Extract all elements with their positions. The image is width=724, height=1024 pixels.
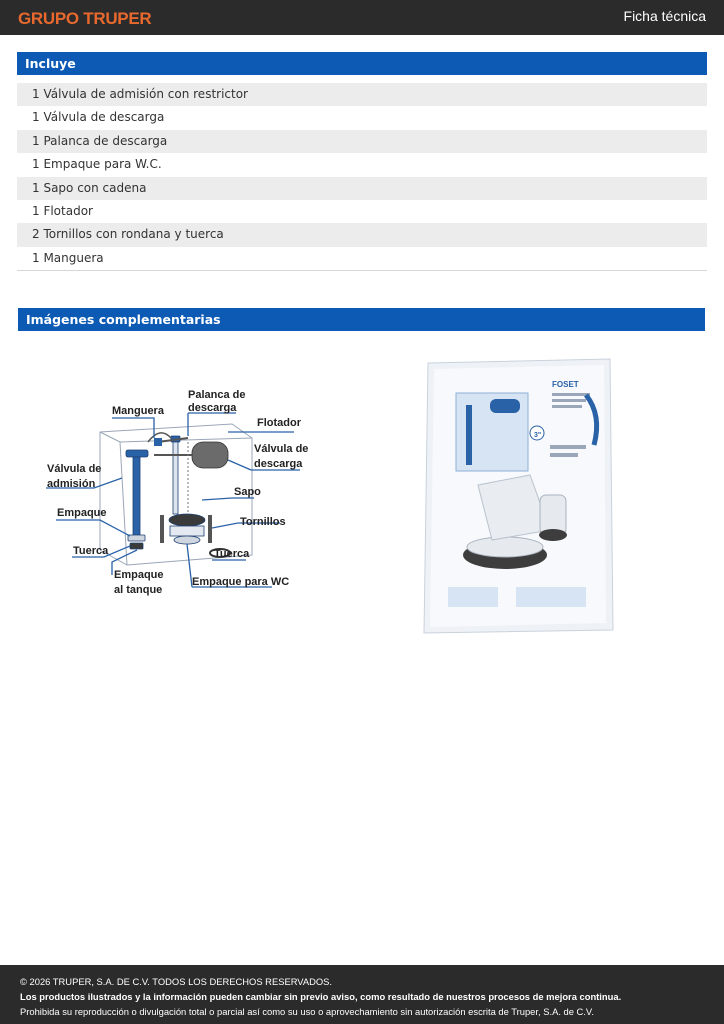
label-valvula-admision: Válvula de <box>47 463 102 475</box>
label-empaque-tanque: Empaque <box>114 569 164 581</box>
list-item: 2 Tornillos con rondana y tuerca <box>17 223 707 246</box>
label-valvula-admision-2: admisión <box>47 478 96 490</box>
label-palanca-2: descarga <box>188 402 237 414</box>
list-item: 1 Válvula de descarga <box>17 106 707 129</box>
incluye-header: Incluye <box>17 52 707 75</box>
footer <box>0 965 724 1024</box>
incluye-list <box>17 83 707 271</box>
footer-notice: Los productos ilustrados y la información pueden cambiar sin previo aviso, como resultado de nuestros procesos de mejora continua. <box>20 991 622 1002</box>
top-bar <box>0 0 724 35</box>
list-item: 1 Manguera <box>17 247 707 270</box>
label-empaque-tanque-2: al tanque <box>114 584 163 596</box>
label-manguera: Manguera <box>112 405 164 417</box>
footer-prohibition: Prohibida su reproducción o divulgación total o parcial así como su uso o aprovechamiento sin autorización escrita de Truper, S.A. de C.V. <box>20 1006 594 1017</box>
list-item: 1 Sapo con cadena <box>17 177 707 200</box>
imagenes-header: Imágenes complementarias <box>18 308 705 331</box>
label-valvula-descarga-2: descarga <box>254 458 303 470</box>
package-brand: FOSET <box>552 380 579 389</box>
label-flotador: Flotador <box>257 417 301 429</box>
list-item: 1 Palanca de descarga <box>17 130 707 153</box>
label-empaque: Empaque <box>57 507 107 519</box>
package-size: 3" <box>534 432 542 439</box>
label-palanca: Palanca de <box>188 389 246 401</box>
label-sapo: Sapo <box>234 486 261 498</box>
label-tornillos: Tornillos <box>240 516 286 528</box>
list-item: 1 Válvula de admisión con restrictor <box>17 83 707 106</box>
label-tuerca-left: Tuerca <box>73 545 109 557</box>
list-item: 1 Flotador <box>17 200 707 223</box>
list-item: 1 Empaque para W.C. <box>17 153 707 176</box>
label-tuerca-right: Tuerca <box>214 548 250 560</box>
product-package-image <box>420 355 615 635</box>
label-valvula-descarga: Válvula de <box>254 443 309 455</box>
brand-logo: GRUPO TRUPER <box>18 9 152 28</box>
label-empaque-wc: Empaque para WC <box>192 576 290 588</box>
document-type: Ficha técnica <box>623 8 706 24</box>
footer-copyright: © 2026 TRUPER, S.A. DE C.V. TODOS LOS DERECHOS RESERVADOS. <box>20 976 333 987</box>
parts-diagram <box>42 380 312 605</box>
